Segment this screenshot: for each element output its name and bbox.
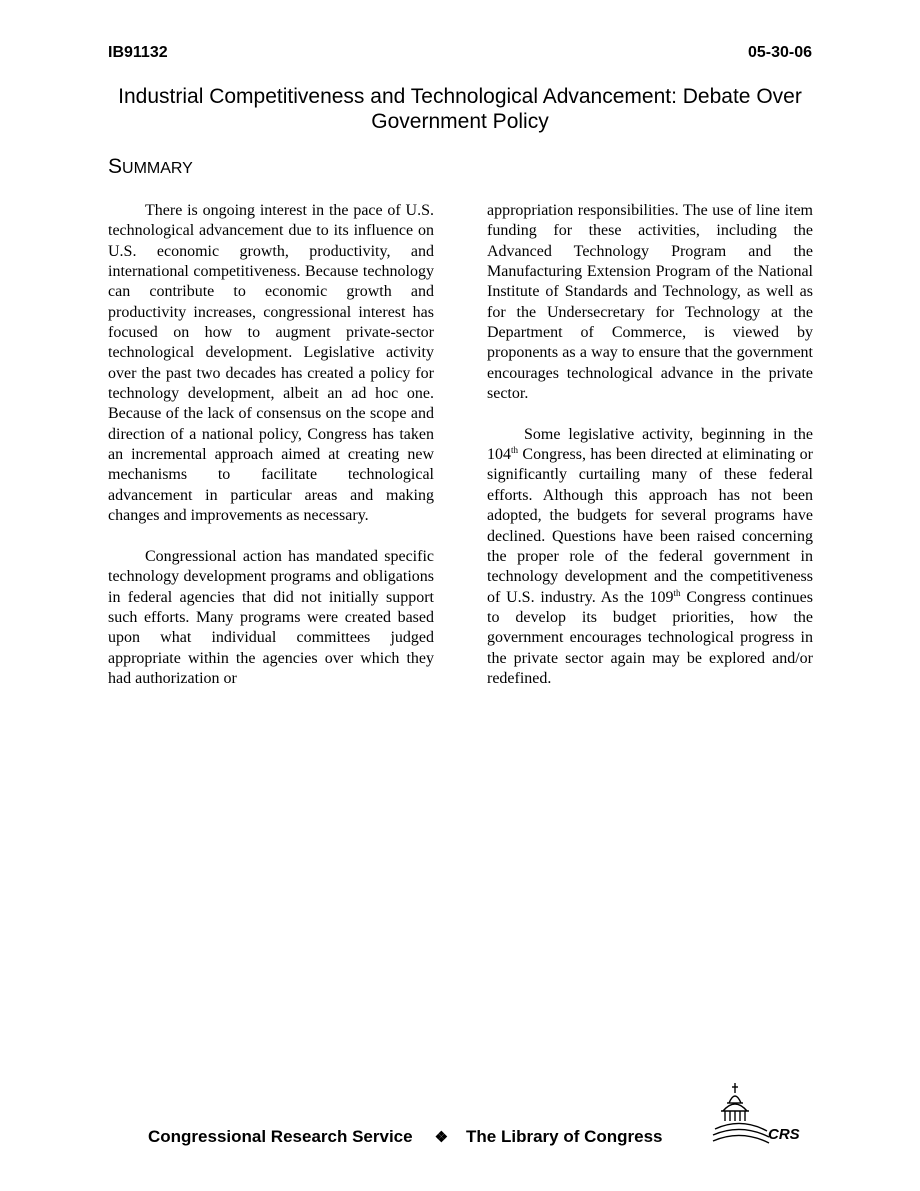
footer-library: The Library of Congress (466, 1127, 663, 1146)
ordinal-suffix: th (511, 445, 519, 456)
paragraph (487, 425, 813, 689)
section-heading (108, 153, 193, 183)
separator-icon: ❖ (434, 1129, 449, 1146)
crs-logo-text: CRS (768, 1126, 800, 1143)
page-header (108, 44, 812, 66)
text-run: Congress, has been directed at eliminating or significantly curtailing many of these federal efforts. Although this approach has not been adopted, the budgets for several programs have declined. Questions have been raised concerning the proper role of the federal government in technology development and the competitiveness of U.S. industry. As the 109 (487, 446, 813, 606)
summary-left-column (108, 201, 434, 710)
paragraph: There is ongoing interest in the pace of U.S. technological advancement due to its influence on U.S. economic growth, productivity, and international competitiveness. Because technology can contribute to economic growth and productivity increases, congressional interest has focused on how to augment private-sector technological development. Legislative activity over the past two decades has created a policy for technology development, albeit an ad hoc one. Because of the lack of consensus on the scope and direction of a national policy, Congress has taken an incremental approach aimed at creating new mechanisms to facilitate technological advancement in particular areas and making changes and improvements as necessary. (108, 202, 434, 525)
report-title: Industrial Competitiveness and Technological Advancement: Debate Over Government Policy (118, 85, 802, 133)
paragraph: appropriation responsibilities. The use of line item funding for these activities, including the Advanced Technology Program and the Manufacturing Extension Program of the National Institute of Standards and Technology, as well as for the Undersecretary for Technology at the Department of Commerce, is viewed by proponents as a way to ensure that the government encourages technological advance in the private sector. (487, 202, 813, 403)
text-run: Congress continues to develop its budget priorities, how the government encourages technological progress in the private sector again may be explored and/or redefined. (487, 588, 813, 687)
report-id: IB91132 (108, 44, 168, 61)
footer-org: Congressional Research Service (148, 1127, 413, 1146)
ordinal-suffix: th (673, 587, 681, 598)
page-footer (148, 1127, 708, 1151)
section-heading-initial: S (108, 155, 123, 178)
report-date: 05-30-06 (747, 44, 812, 61)
paragraph: Congressional action has mandated specific technology development programs and obligations in federal agencies that did not initially support such efforts. Many programs were created based upon what individual committees judged appropriate within the agencies over which they had authorization or (108, 547, 434, 687)
section-heading-rest: UMMARY (122, 160, 193, 177)
text-run: Some legislative activity, beginning in the 104 (487, 425, 813, 464)
summary-right-column (487, 201, 813, 710)
